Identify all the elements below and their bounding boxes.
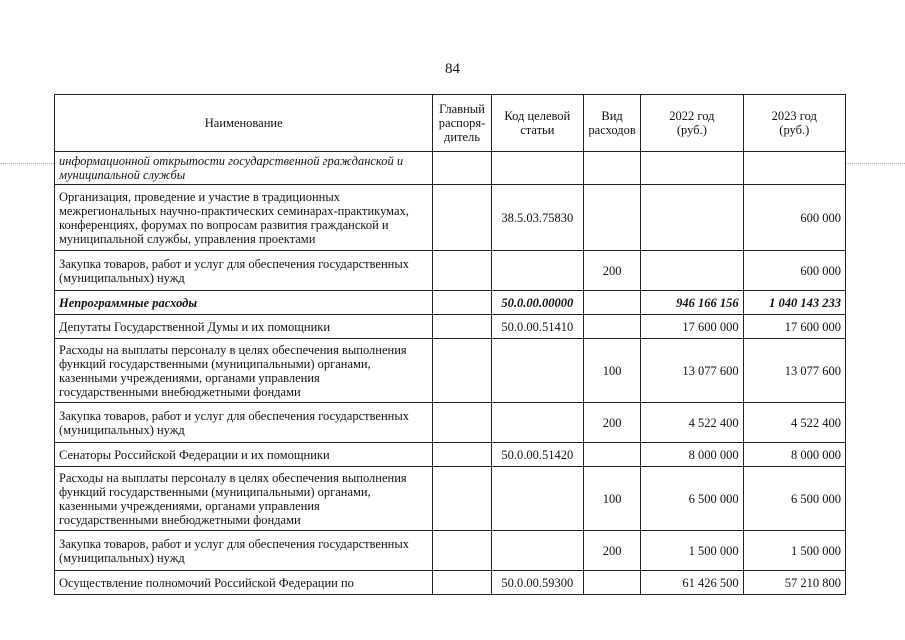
row-name-line: муниципальной службы, управления проектами bbox=[59, 231, 316, 246]
row-name-line: Закупка товаров, работ и услуг для обеспечения государственных bbox=[59, 256, 410, 271]
cell-target-code bbox=[491, 467, 583, 531]
cell-amount-2022: 6 500 000 bbox=[641, 467, 743, 531]
cell-main-manager bbox=[433, 291, 491, 315]
cell-amount-2023: 13 077 600 bbox=[743, 339, 845, 403]
row-name bbox=[55, 531, 433, 571]
cell-target-code: 50.0.00.00000 bbox=[491, 291, 583, 315]
row-name-line: (муниципальных) нужд bbox=[59, 270, 185, 285]
cell-amount-2023: 17 600 000 bbox=[743, 315, 845, 339]
row-name bbox=[55, 291, 433, 315]
row-name-line: функций государственными (муниципальными) органами, bbox=[59, 484, 371, 499]
row-name bbox=[55, 443, 433, 467]
table-body bbox=[55, 152, 846, 595]
row-name-line: Непрограммные расходы bbox=[59, 295, 198, 310]
cell-expense-type bbox=[583, 315, 640, 339]
cell-amount-2022: 17 600 000 bbox=[641, 315, 743, 339]
cell-target-code: 50.0.00.51420 bbox=[491, 443, 583, 467]
table-row bbox=[55, 403, 846, 443]
cell-target-code bbox=[491, 152, 583, 185]
cell-main-manager bbox=[433, 443, 491, 467]
row-name bbox=[55, 315, 433, 339]
cell-expense-type: 100 bbox=[583, 339, 640, 403]
row-name-line: межрегиональных научно-практических семинарах-практикумах, bbox=[59, 203, 409, 218]
cell-amount-2023: 600 000 bbox=[743, 185, 845, 251]
row-name-line: Расходы на выплаты персоналу в целях обеспечения выполнения bbox=[59, 342, 407, 357]
row-name-line: казенными учреждениями, органами управления bbox=[59, 498, 320, 513]
row-name-line: государственными внебюджетными фондами bbox=[59, 384, 301, 399]
cell-main-manager bbox=[433, 152, 491, 185]
cell-amount-2023: 57 210 800 bbox=[743, 571, 845, 595]
cell-target-code: 50.0.00.59300 bbox=[491, 571, 583, 595]
cell-target-code bbox=[491, 531, 583, 571]
cell-amount-2022: 8 000 000 bbox=[641, 443, 743, 467]
header-main-manager: Главный распоря- дитель bbox=[433, 95, 491, 152]
table-row bbox=[55, 531, 846, 571]
cell-main-manager bbox=[433, 467, 491, 531]
row-name bbox=[55, 571, 433, 595]
row-name-line: (муниципальных) нужд bbox=[59, 422, 185, 437]
cell-expense-type: 200 bbox=[583, 251, 640, 291]
cell-amount-2022 bbox=[641, 152, 743, 185]
row-name bbox=[55, 339, 433, 403]
cell-amount-2023: 8 000 000 bbox=[743, 443, 845, 467]
row-name bbox=[55, 403, 433, 443]
cell-target-code bbox=[491, 251, 583, 291]
cell-main-manager bbox=[433, 403, 491, 443]
row-name bbox=[55, 467, 433, 531]
header-2023: 2023 год (руб.) bbox=[743, 95, 845, 152]
row-name-line: государственными внебюджетными фондами bbox=[59, 512, 301, 527]
cell-target-code: 50.0.00.51410 bbox=[491, 315, 583, 339]
row-name-line: Депутаты Государственной Думы и их помощники bbox=[59, 319, 331, 334]
cell-expense-type bbox=[583, 291, 640, 315]
table-row bbox=[55, 467, 846, 531]
row-name-line: информационной открытости государственной гражданской и bbox=[59, 154, 404, 168]
table-row bbox=[55, 571, 846, 595]
table-row bbox=[55, 185, 846, 251]
continuation-dots-right bbox=[846, 163, 905, 164]
cell-expense-type bbox=[583, 571, 640, 595]
cell-target-code bbox=[491, 339, 583, 403]
row-name bbox=[55, 185, 433, 251]
cell-expense-type: 200 bbox=[583, 403, 640, 443]
cell-amount-2022: 946 166 156 bbox=[641, 291, 743, 315]
table-row bbox=[55, 339, 846, 403]
cell-main-manager bbox=[433, 571, 491, 595]
cell-expense-type: 100 bbox=[583, 467, 640, 531]
header-expense-type: Вид расходов bbox=[583, 95, 640, 152]
row-name-line: Сенаторы Российской Федерации и их помощники bbox=[59, 447, 330, 462]
cell-expense-type bbox=[583, 443, 640, 467]
cell-amount-2023: 4 522 400 bbox=[743, 403, 845, 443]
table-row bbox=[55, 152, 846, 185]
cell-main-manager bbox=[433, 185, 491, 251]
cell-main-manager bbox=[433, 251, 491, 291]
continuation-dots-left bbox=[0, 163, 54, 164]
cell-amount-2022: 1 500 000 bbox=[641, 531, 743, 571]
cell-main-manager bbox=[433, 339, 491, 403]
cell-amount-2022 bbox=[641, 185, 743, 251]
page-number: 84 bbox=[445, 61, 460, 77]
cell-amount-2023: 6 500 000 bbox=[743, 467, 845, 531]
table-row bbox=[55, 443, 846, 467]
table-header-row bbox=[55, 95, 846, 152]
cell-main-manager bbox=[433, 315, 491, 339]
row-name bbox=[55, 152, 433, 185]
row-name-line: муниципальной службы bbox=[59, 168, 186, 182]
header-2022: 2022 год (руб.) bbox=[641, 95, 743, 152]
header-name: Наименование bbox=[55, 95, 433, 152]
cell-expense-type: 200 bbox=[583, 531, 640, 571]
row-name-line: Закупка товаров, работ и услуг для обеспечения государственных bbox=[59, 536, 410, 551]
cell-amount-2022: 4 522 400 bbox=[641, 403, 743, 443]
budget-table bbox=[54, 94, 846, 595]
row-name-line: Закупка товаров, работ и услуг для обеспечения государственных bbox=[59, 408, 410, 423]
table-row bbox=[55, 315, 846, 339]
row-name-line: (муниципальных) нужд bbox=[59, 550, 185, 565]
table-row bbox=[55, 251, 846, 291]
cell-expense-type bbox=[583, 185, 640, 251]
cell-main-manager bbox=[433, 531, 491, 571]
cell-expense-type bbox=[583, 152, 640, 185]
row-name-line: казенными учреждениями, органами управления bbox=[59, 370, 320, 385]
cell-amount-2023: 600 000 bbox=[743, 251, 845, 291]
row-name-line: функций государственными (муниципальными) органами, bbox=[59, 356, 371, 371]
row-name bbox=[55, 251, 433, 291]
cell-target-code: 38.5.03.75830 bbox=[491, 185, 583, 251]
cell-amount-2022: 61 426 500 bbox=[641, 571, 743, 595]
cell-amount-2023: 1 500 000 bbox=[743, 531, 845, 571]
row-name-line: Расходы на выплаты персоналу в целях обеспечения выполнения bbox=[59, 470, 407, 485]
cell-target-code bbox=[491, 403, 583, 443]
cell-amount-2023: 1 040 143 233 bbox=[743, 291, 845, 315]
row-name-line: конференциях, форумах по вопросам развития гражданской и bbox=[59, 217, 389, 232]
table-row bbox=[55, 291, 846, 315]
cell-amount-2023 bbox=[743, 152, 845, 185]
row-name-line: Организация, проведение и участие в традиционных bbox=[59, 189, 340, 204]
row-name-line: Осуществление полномочий Российской Федерации по bbox=[59, 575, 354, 590]
header-target-code: Код целевой статьи bbox=[491, 95, 583, 152]
cell-amount-2022: 13 077 600 bbox=[641, 339, 743, 403]
cell-amount-2022 bbox=[641, 251, 743, 291]
